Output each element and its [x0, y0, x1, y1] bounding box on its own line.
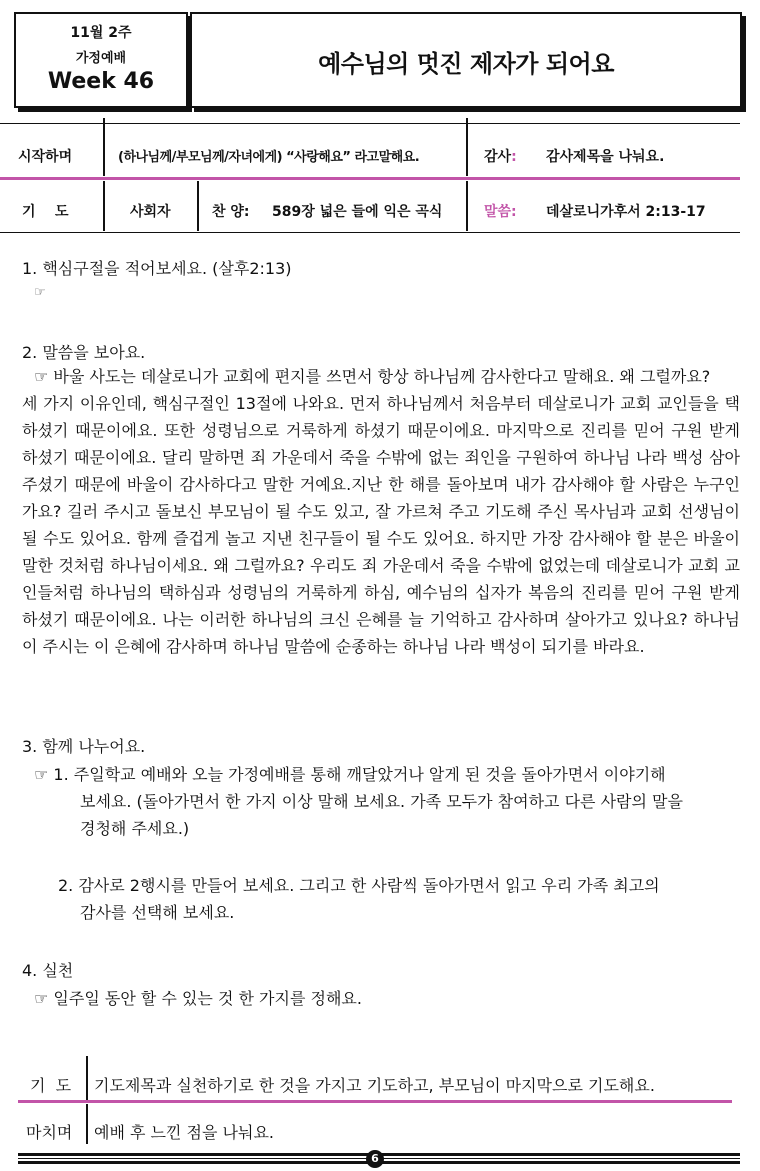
- week-number: Week 46: [47, 69, 155, 94]
- thanks-label-wrap: [484, 146, 517, 166]
- table-top-rule: [0, 123, 740, 124]
- section-2-body: [22, 363, 740, 660]
- share-item-1-line-2: 보세요. (돌아가면서 한 가지 이상 말해 보세요. 가족 모두가 참여하고 다른 사람의 말을: [80, 792, 683, 811]
- share-item-2-line-2: 감사를 선택해 보세요.: [80, 903, 235, 922]
- pointing-hand-icon: ☞: [34, 285, 46, 300]
- share-item-1-line-3: 경청해 주세요.): [80, 819, 190, 838]
- section-2-first-line: ☞ 바울 사도는 데살로니가 교회에 편지를 쓰면서 항상 하나님께 감사한다고 말해요. 왜 그럴까요?: [34, 367, 711, 386]
- start-text: (하나님께/부모님께/자녀에게) “사랑해요” 라고말해요.: [118, 150, 420, 165]
- hymn-label: 찬 양:: [212, 204, 250, 220]
- section-3-title: 3. 함께 나누어요.: [22, 737, 146, 756]
- thanks-label: 감사: [484, 149, 512, 165]
- host-label: 사회자: [130, 204, 171, 220]
- section-1-title: 1. 핵심구절을 적어보세요. (살후2:13): [22, 259, 292, 278]
- closing-divider: [86, 1104, 88, 1144]
- page-number: 6: [366, 1150, 384, 1168]
- week-info-box: [14, 12, 188, 108]
- page-title: 예수님의 멋진 제자가 되어요: [318, 50, 614, 78]
- word-text: 데살로니가후서 2:13-17: [546, 204, 706, 220]
- section-2-paragraph: 세 가지 이유인데, 핵심구절인 13절에 나와요. 먼저 하나님께서 처음부터 데살로니가 교회 교인들을 택하셨기 때문이에요. 또한 성령님으로 거룩하게 하셨기 때문이에요. 마지막으로 진리를 믿어 구원 받게 하셨기 때문이에요. 달리 말하면 죄 가운데서 죽을 수밖에 없는 죄인을 구원하여 하나님 나라 백성 삼아 주셨기 때문에 바울이 감사하다고 말한 거예요.지난 한 해를 돌아보며 내가 감사해야 할 사람은 누구인가요? 길러 주시고 돌보신 부모님이 될 수도 있고, 잘 가르쳐 주고 기도해 주신 목사님과 교회 선생님이 될 수도 있어요. 함께 즐겁게 놀고 지낸 친구들이 될 수도 있어요. 하지만 가장 감사해야 할 분은 바울이 말한 것처럼 하나님이세요. 왜 그럴까요? 우리도 죄 가운데서 죽을 수밖에 없었는데 데살로니가 교회 교인들처럼 하나님의 택하심과 성령님의 거룩하게 하심, 예수님의 십자가 복음의 진리를 믿어 구원 받게 하셨기 때문이에요. 나는 이러한 하나님의 크신 은혜를 늘 기억하고 감사하며 살아가고 있나요? 하나님이 주시는 이 은혜에 감사하며 하나님 말씀에 순종하는 하나님 나라 백성이 되기를 바라요.: [22, 394, 740, 656]
- section-4-title: 4. 실천: [22, 961, 74, 980]
- closing-end-label: 마치며: [26, 1123, 73, 1142]
- worship-type: 가정예배: [75, 51, 127, 66]
- hymn-text: 589장 넓은 들에 익은 곡식: [272, 204, 443, 220]
- section-2-title: 2. 말씀을 보아요.: [22, 343, 146, 362]
- thanks-text: 감사제목을 나눠요.: [546, 149, 665, 165]
- start-label: 시작하며: [18, 149, 73, 165]
- closing-divider: [86, 1056, 88, 1100]
- practice-text: ☞ 일주일 동안 할 수 있는 것 한 가지를 정해요.: [34, 989, 362, 1008]
- share-item-2-line-1: 2. 감사로 2행시를 만들어 보세요. 그리고 한 사람씩 돌아가면서 읽고 우리 가족 최고의: [58, 876, 660, 895]
- table-divider: [466, 181, 468, 231]
- table-divider: [466, 118, 468, 176]
- colon-mark: :: [511, 149, 517, 165]
- share-item-1-line-1: ☞ 1. 주일학교 예배와 오늘 가정예배를 통해 깨달았거나 알게 된 것을 돌아가면서 이야기해: [34, 765, 666, 784]
- prayer-label: 기 도: [22, 204, 69, 220]
- table-middle-rule: [0, 177, 740, 180]
- word-label-text: 말씀:: [484, 204, 517, 220]
- table-divider: [103, 118, 105, 176]
- closing-prayer-text: 기도제목과 실천하기로 한 것을 가지고 기도하고, 부모님이 마지막으로 기도해요.: [94, 1076, 655, 1095]
- closing-rule: [18, 1100, 732, 1103]
- table-bottom-rule: [0, 232, 740, 233]
- table-divider: [197, 181, 199, 231]
- word-label: [484, 201, 517, 221]
- title-box: [190, 12, 742, 108]
- closing-prayer-label: 기 도: [30, 1076, 72, 1095]
- table-divider: [103, 181, 105, 231]
- closing-end-text: 예배 후 느낀 점을 나눠요.: [94, 1123, 274, 1142]
- week-date: 11월 2주: [70, 25, 132, 41]
